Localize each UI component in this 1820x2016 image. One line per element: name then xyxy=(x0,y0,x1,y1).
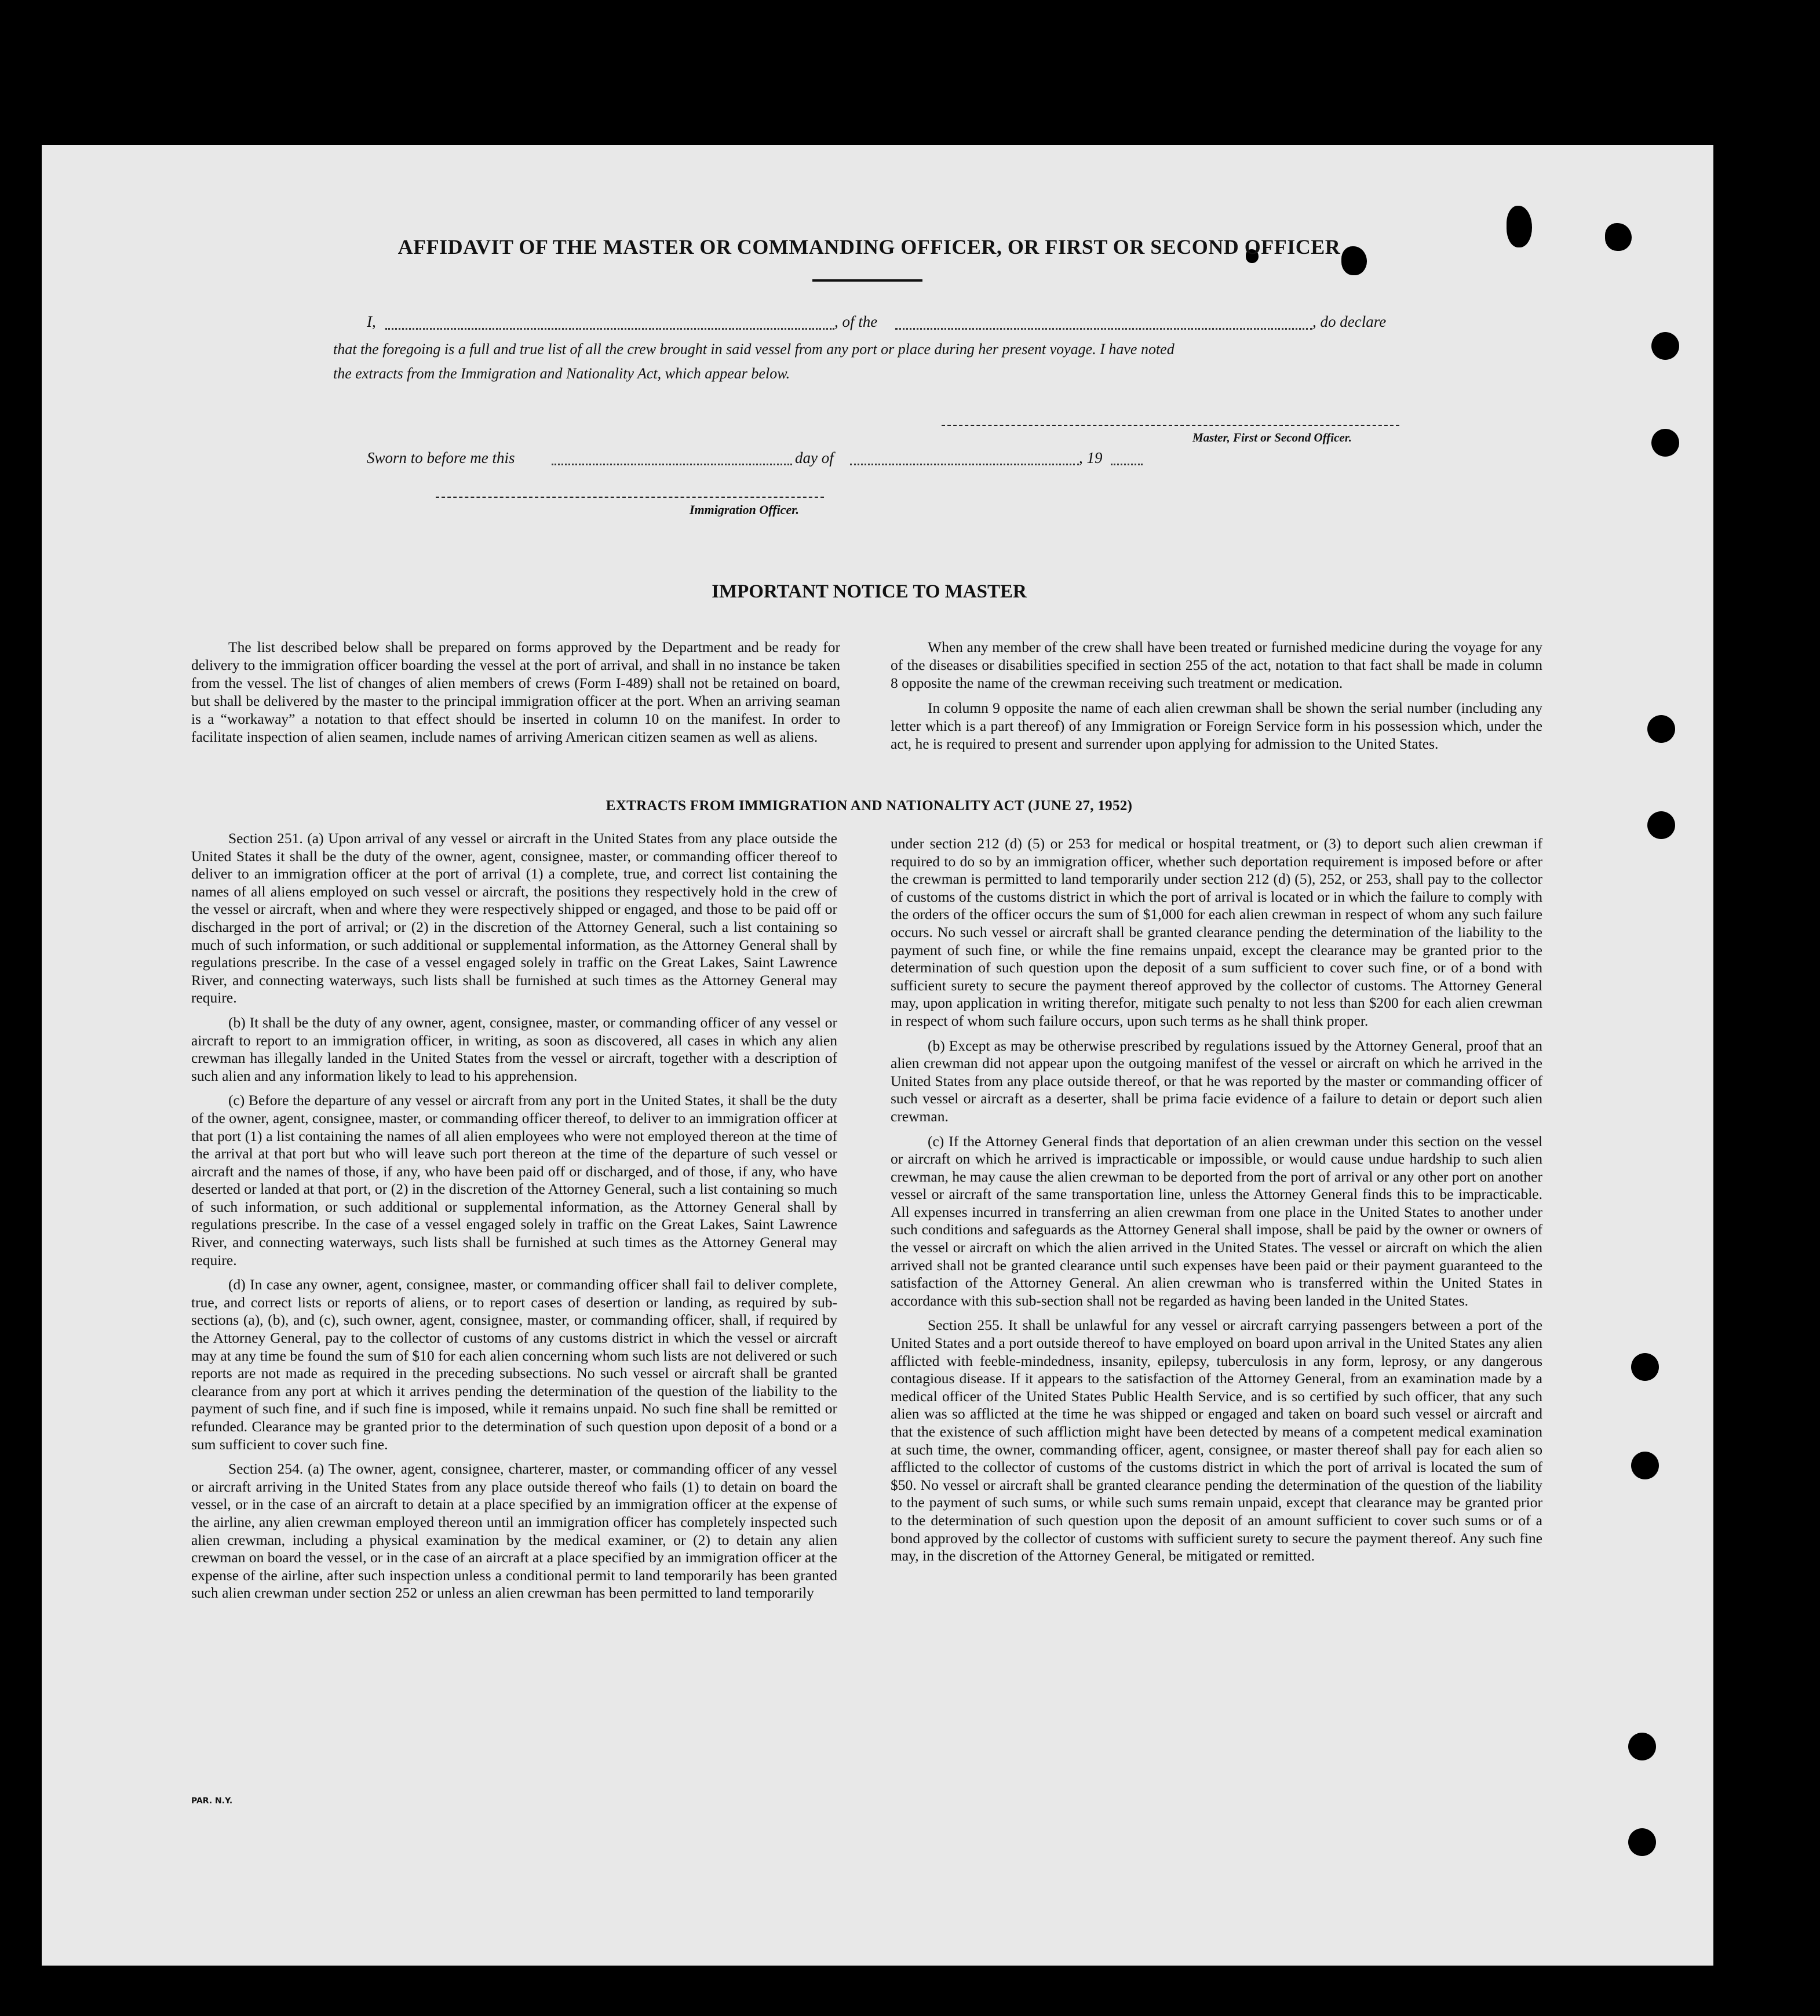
notice-right-paragraph-1: When any member of the crew shall have been treated or furnished medicine during the voyage for any of the diseases or disabilities specified in section 255 of the act, notation to that fact shall be made in column 8 opposite the name of the crewman receiving such treatment or medication. xyxy=(891,639,1542,691)
section-254-a-continued: under section 212 (d) (5) or 253 for medical or hospital treatment, or (3) to deport such alien crewman if required to do so by an immigration officer, whether such deportation requirement is imposed before or after the crewman is permitted to land temporarily under section 212 (d) (5), 252, or 253, shall pay to the collector of customs of the customs district in which the port of arrival is located or in which the failure to comply with the orders of the officer occurs the sum of $1,000 for each alien crewman in respect of whom any such failure occurs. No such vessel or aircraft shall be granted clearance pending the determination of the liability to the payment of such fine, or while the fine remains unpaid, except the clearance may be granted prior to the determination of such question upon the deposit of a sum sufficient to cover such fine, or of a bond with sufficient surety to secure the payment thereof approved by the collector of customs. The Attorney General may, upon application in writing therefor, mitigate such penalty to not less than $200 for each alien crewman in respect of whom such failure occurs, upon such terms as he shall think proper. xyxy=(891,835,1542,1029)
master-signature-line[interactable] xyxy=(942,425,1399,426)
section-251-b: (b) It shall be the duty of any owner, agent, consignee, master, or commanding officer of any vessel or aircraft to report to an immigration officer, in writing, as soon as discovered, all cases in which any alien crewman has illegally landed in the United States from the vessel or aircraft, together with a description of such alien and any information likely to lead to his apprehension. xyxy=(191,1014,837,1084)
extracts-left-column xyxy=(191,830,837,1609)
notice-right-paragraph-2: In column 9 opposite the name of each alien crewman shall be shown the serial number (including any letter which is a part thereof) of any Immigration or Foreign Service form in his possession which, under the act, he is required to present and surrender upon applying for admission to the United States. xyxy=(891,699,1542,752)
sworn-year-field[interactable] xyxy=(1111,464,1143,465)
printer-mark: PAR. N.Y. xyxy=(191,1796,233,1806)
binder-hole xyxy=(1651,332,1679,360)
section-251-d: (d) In case any owner, agent, consignee, master, or commanding officer shall fail to deliver complete, true, and correct lists or reports of aliens, or to report cases of desertion or landing, as required by sub-sections (a), (b), and (c), such owner, agent, consignee, master, or commanding officer, shall, if required by the Attorney General, pay to the collector of customs of any customs district in which the vessel or aircraft may at any time be found the sum of $10 for each alien concerning whom such lists are not delivered or such reports are not made as required in the preceding subsections. No such vessel or aircraft shall be granted clearance from any port at which it arrives pending the determination of the question of the liability to the payment of such fine, and if such fine is imposed, while it remains unpaid. No such fine shall be remitted or refunded. Clearance may be granted prior to the determination of such question upon deposit of a bond or a sum sufficient to cover such fine. xyxy=(191,1276,837,1453)
immigration-officer-label: Immigration Officer. xyxy=(690,502,800,517)
vessel-field[interactable] xyxy=(895,328,1312,330)
binder-hole xyxy=(1651,429,1679,457)
binder-hole xyxy=(1647,715,1675,743)
binder-hole xyxy=(1647,811,1675,839)
section-251-a: Section 251. (a) Upon arrival of any vessel or aircraft in the United States from any place outside the United States it shall be the duty of the owner, agent, consignee, master, or commanding officer thereof to deliver to an immigration officer at the port of arrival (1) a complete, true, and correct list containing the names of all aliens employed on such vessel or aircraft, the positions they respectively hold in the crew of the vessel or aircraft, when and where they were respectively shipped or engaged, and those to be paid off or discharged in the port of arrival; or (2) in the discretion of the Attorney General, such a list containing so much of such information, or such additional or supplemental information, as the Attorney General shall by regulations prescribe. In the case of a vessel engaged solely in traffic on the Great Lakes, Saint Lawrence River, and connecting waterways, such lists shall be furnished at such times as the Attorney General may require. xyxy=(191,830,837,1007)
sworn-label: Sworn to before me this xyxy=(367,449,515,466)
extracts-title: EXTRACTS FROM IMMIGRATION AND NATIONALITY ACT (JUNE 27, 1952) xyxy=(606,798,1133,814)
name-field[interactable] xyxy=(385,328,834,330)
title-underline xyxy=(812,279,922,282)
decl-do-declare-label: , do declare xyxy=(1312,313,1387,330)
section-255: Section 255. It shall be unlawful for any vessel or aircraft carrying passengers between a port of the United States and a port outside thereof to have employed on board upon arrival in the United States any alien afflicted with feeble-mindedness, insanity, epilepsy, tuberculosis in any form, leprosy, or any dangerous contagious disease. If it appears to the satisfaction of the Attorney General, from an examination made by a medical officer of the United States Public Health Service, and is so certified by such officer, that any such alien was so afflicted at the time he was shipped or engaged and taken on board such vessel or aircraft and that the existence of such affliction might have been detected by means of a competent medical examination at such time, the owner, commanding officer, agent, consignee, or master thereof shall pay for each alien so afflicted to the collector of customs of the customs district in which the port of arrival is located the sum of $50. No vessel or aircraft shall be granted clearance pending the determination of the question of the liability to the payment of such sums, or while such sums remain unpaid, except that clearance may be granted prior to the determination of such question upon the deposit of an amount sufficient to cover such sums or of a bond approved by the collector of customs with sufficient surety to secure the payment thereof. Any such fine may, in the discretion of the Attorney General, be mitigated or remitted. xyxy=(891,1317,1542,1565)
section-254-c: (c) If the Attorney General finds that deportation of an alien crewman under this section on the vessel or aircraft on which he arrived is impracticable or impossible, or would cause undue hardship to such alien crewman, he may cause the alien crewman to be deported from the port of arrival or any other port on another vessel or aircraft of the same transportation line, unless the Attorney General finds this to be impracticable. All expenses incurred in transferring an alien crewman from one place in the United States to another under such conditions and safeguards as the Attorney General shall impose, shall be paid by the owner or owners of the vessel or aircraft on which the alien arrived in the United States. The vessel or aircraft on which the alien arrived shall not be granted clearance until such expenses have been paid or their payment guaranteed to the satisfaction of the Attorney General. An alien crewman who is transferred within the United States in accordance with this sub-section shall not be regarded as having been landed in the United States. xyxy=(891,1132,1542,1309)
master-signature-label: Master, First or Second Officer. xyxy=(1192,431,1352,444)
affidavit-title: AFFIDAVIT OF THE MASTER OR COMMANDING OFFICER, OR FIRST OR SECOND OFFICER xyxy=(397,235,1341,258)
notice-left xyxy=(191,638,840,753)
section-254-a: Section 254. (a) The owner, agent, consignee, charterer, master, or commanding officer of any vessel or aircraft arriving in the United States from any place outside thereof who fails (1) to detain on board the vessel, or in the case of an aircraft to detain at a place specified by an immigration officer at the expense of the airline, any alien crewman employed thereon until an immigration officer has completely inspected such alien crewman, including a physical examination by the medical examiner, or (2) to detain any alien crewman on board the vessel, or in the case of an aircraft at a place specified by an immigration officer at the expense of the airline, after such inspection unless a conditional permit to land temporarily has been granted such alien crewman under section 252 or unless an alien crewman has been permitted to land temporarily xyxy=(191,1460,837,1602)
day-of-label: day of xyxy=(795,449,834,466)
year-label: , 19 xyxy=(1079,449,1103,466)
decl-body-line-2: the extracts from the Immigration and Nationality Act, which appear below. xyxy=(333,365,790,382)
decl-of-the-label: , of the xyxy=(834,313,878,330)
notice-title: IMPORTANT NOTICE TO MASTER xyxy=(712,581,1027,602)
sworn-month-field[interactable] xyxy=(850,464,1079,465)
binder-hole xyxy=(1628,1828,1656,1856)
binder-hole xyxy=(1631,1353,1659,1381)
binder-hole xyxy=(1631,1452,1659,1479)
extracts-right-column xyxy=(891,835,1542,1572)
notice-left-paragraph: The list described below shall be prepared on forms approved by the Department and be ready for delivery to the immigration officer boarding the vessel at the port of arrival, and shall in no instance be taken from the vessel. The list of changes of alien members of crews (Form I-489) shall not be retained on board, but shall be delivered by the master to the principal immigration officer at the port. When an arriving seaman is a “workaway” a notation to that effect should be inserted in column 10 on the manifest. In order to facilitate inspection of alien seamen, include names of arriving American citizen seamen as well as aliens. xyxy=(191,639,840,745)
binder-hole xyxy=(1628,1733,1656,1760)
notice-right xyxy=(891,638,1542,760)
decl-body-line-1: that the foregoing is a full and true list of all the crew brought in said vessel from any port or place during her present voyage. I have noted xyxy=(333,341,1175,358)
decl-i-label: I, xyxy=(367,313,376,330)
sworn-day-field[interactable] xyxy=(552,464,792,465)
section-251-c: (c) Before the departure of any vessel or aircraft from any port in the United States, it shall be the duty of the owner, agent, consignee, master, or commanding officer thereof, to deliver to an immigration officer at that port (1) a list containing the names of all alien employees who were not employed thereon at the time of the arrival at that port but who will leave such port thereon at the time of the departure of such vessel or aircraft and the names of those, if any, who have been paid off or discharged, and of those, if any, who have deserted or landed at that port, or (2) in the discretion of the Attorney General, such a list containing so much of such information, or such additional or supplemental information, as the Attorney General shall by regulations prescribe. In the case of a vessel engaged solely in traffic on the Great Lakes, Saint Lawrence River, and connecting waterways, such lists shall be furnished at such times as the Attorney General may require. xyxy=(191,1092,837,1268)
immigration-officer-signature-line[interactable] xyxy=(436,497,824,498)
section-254-b: (b) Except as may be otherwise prescribed by regulations issued by the Attorney General, proof that an alien crewman did not appear upon the outgoing manifest of the vessel or aircraft on which he arrived in the United States from any place outside thereof, or that he was reported by the master or commanding officer of such vessel or aircraft as a deserter, shall be prima facie evidence of a failure to detain or deport such alien crewman. xyxy=(891,1037,1542,1125)
